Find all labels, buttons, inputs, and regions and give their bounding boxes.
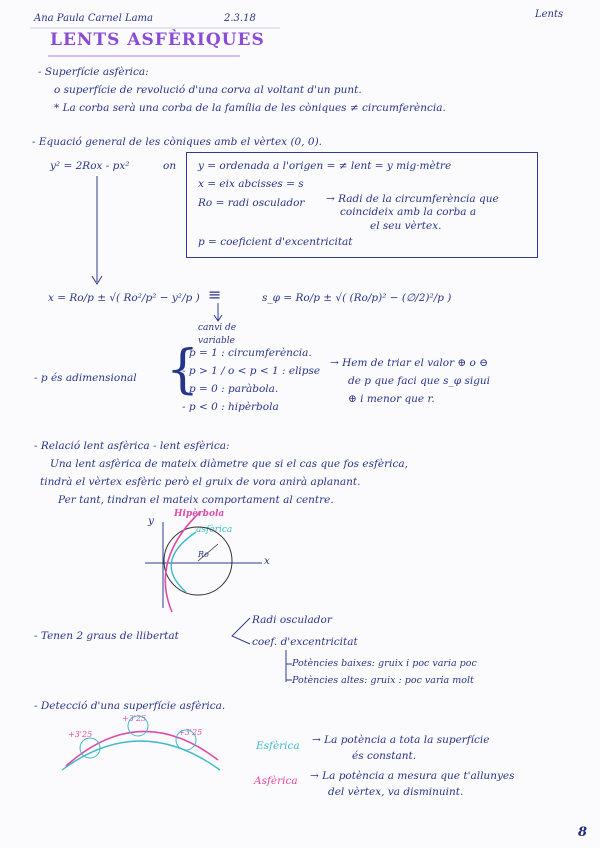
power-badge-1: +3'25 [68,730,93,739]
var-ro: Ro = radi osculador [198,197,305,209]
heading-detection: - Detecció d'una superfície asfèrica. [34,700,226,712]
p-case-1: - p = 1 : circumferència. [182,347,312,359]
p-case-4: - p < 0 : hipèrbola [182,401,279,413]
heading-conics-equation: - Equació general de les còniques amb el vèrtex (0, 0). [32,136,323,148]
radius-line [198,544,218,561]
page-title: LENTS ASFÈRIQUES [50,30,265,50]
topic-tag: Lents [535,9,564,20]
change-of-variable-note: canvi de variable [198,323,237,346]
equation-symbol: ≡ [208,285,222,304]
p-choice-note-2: de p que faci que s_φ sigui [348,375,491,387]
aspheric-curve [171,532,196,592]
where-label: on [163,160,177,172]
lensmeter-circle-2 [128,716,148,736]
var-y: y = ordenada a l'origen = ≠ lent = y mig·mètre [198,160,452,172]
aspheric-word: Asfèrica [254,775,298,787]
date: 2.3.18 [224,13,256,24]
var-ro-def-3: el seu vèrtex. [370,220,442,232]
power-brace [286,650,292,682]
aspheric-text-2: del vèrtex, va disminuint. [328,786,464,798]
p-choice-note-3: ⊕ i menor que r. [348,393,435,405]
spherical-word: Esfèrica [256,740,300,752]
power-badge-2: +3'25 [122,714,147,723]
spherical-text-1: → La potència a tota la superfície [312,734,490,746]
high-powers-note: Potències altes: gruix : poc varia molt [292,675,474,686]
heading-relation: - Relació lent asfèrica - lent esfèrica: [34,440,230,452]
heading-aspheric-surface: - Superfície asfèrica: [38,66,149,78]
low-powers-note: Potències baixes: gruix i poc varia poc [292,658,477,669]
p-case-3: - p = 0 : paràbola. [182,383,279,395]
p-dimensionless-label: - p és adimensional [34,372,137,384]
dof-osculating-radius: Radi osculador [252,614,332,626]
power-badge-3: +3'25 [178,728,203,737]
relation-line-3: Per tant, tindran el mateix comportament al centre. [58,494,334,506]
y-axis-label: y [148,515,154,527]
dof-eccentricity: coef. d'excentricitat [252,636,358,648]
relation-line-2: tindrà el vèrtex esfèric però el gruix de vora anirà aplanant. [40,476,361,488]
var-ro-def-2: coincideix amb la corba a [340,206,477,218]
hyperbola-label: Hipèrbola [174,509,225,519]
spherical-text-2: és constant. [352,750,417,762]
aspheric-label: asfèrica [196,525,233,535]
author-name: Ana Paula Carnel Lama [34,13,153,24]
x-axis-label: x [264,555,270,567]
var-ro-def-1: → Radi de la circumferència que [326,193,499,205]
relation-line-1: Una lent asfèrica de mateix diàmetre que si el cas que fos esfèrica, [50,458,408,470]
conic-equation: y² = 2Rox - px² [50,160,130,172]
definition-line-2: * La corba serà una corba de la família de les còniques ≠ circumferència. [54,102,446,114]
var-p: p = coeficient d'excentricitat [198,236,353,248]
sagitta-equation: s_φ = Ro/p ± √( (Ro/p)² − (∅/2)²/p ) [262,292,452,304]
solved-equation: x = Ro/p ± √( Ro²/p² − y²/p ) [48,292,200,304]
var-x: x = eix abcisses = s [198,178,304,190]
dof-brace [232,618,250,644]
page-number: 8 [578,825,588,840]
brace: { [166,340,200,400]
p-case-2: - p > 1 / o < p < 1 : elipse [182,365,321,377]
aspheric-text-1: → La potència a mesura que t'allunyes [310,770,515,782]
definition-line-1: o superfície de revolució d'una corva al voltant d'un punt. [54,84,362,96]
ro-label: Ro [198,550,209,559]
heading-degrees-of-freedom: - Tenen 2 graus de llibertat [34,630,179,642]
p-choice-note-1: → Hem de triar el valor ⊕ o ⊖ [330,357,489,369]
